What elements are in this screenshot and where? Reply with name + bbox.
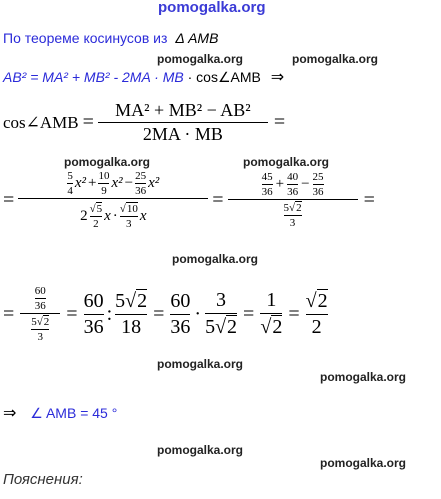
big-fraction-row: = $\frac{5}{4}$ x² + $\frac{10}{9}$ x² − $\frac{25}{36}$ x² 2 $\frac{√5}{2}$ x · $\frac{√10}{3}$ x = $\frac{45}{36}$ + $\frac{40}{36}$ − $\frac{25}{36}$ $\frac{5√2}{3}$ =: [3, 170, 375, 230]
triangle-label: Δ AMB: [175, 30, 219, 46]
explanations-heading: Пояснения:: [3, 471, 83, 488]
result-line: [3, 403, 117, 423]
equals-sign: =: [273, 111, 286, 133]
law-cos: · cos∠AMB: [187, 69, 261, 85]
intro-line: [3, 30, 218, 46]
law-lhs: AB² = MA² + MB² - 2MA · MB: [3, 69, 184, 85]
right-big-fraction: $\frac{45}{36}$ + $\frac{40}{36}$ − $\frac{25}{36}$ $\frac{5√2}{3}$: [228, 171, 358, 229]
watermark: pomogalka.org: [320, 370, 407, 384]
nested-fraction: $\frac{\frac{60}{36}}{\frac{5√2}{3}}$: [20, 285, 60, 343]
result-angle: ∠ AMB = 45 °: [30, 405, 118, 421]
site-title[interactable]: pomogalka.org: [158, 0, 266, 16]
fraction-chain: = $\frac{\frac{60}{36}}{\frac{5√2}{3}}$ = $\frac{60}{36}$ : $\frac{5√2}{18}$ = $\frac{60}{36}$ · $\frac{3}{5√2}$ = $\frac{1}{√2}$ = $\frac{√2}{2}$: [3, 285, 328, 343]
cos-numerator: MA² + MB² − AB²: [115, 100, 251, 120]
watermark: pomogalka.org: [64, 155, 151, 169]
cos-denominator: 2MA · MB: [142, 124, 223, 144]
watermark: pomogalka.org: [157, 443, 244, 457]
watermark: pomogalka.org: [172, 252, 259, 266]
watermark: pomogalka.org: [320, 456, 407, 470]
watermark: pomogalka.org: [157, 52, 244, 66]
watermark: pomogalka.org: [243, 155, 330, 169]
intro-text: По теореме косинусов из: [3, 30, 168, 46]
law-of-cosines: [3, 67, 284, 87]
implies-symbol: ⇒: [3, 405, 17, 422]
watermark: pomogalka.org: [157, 357, 244, 371]
implies-symbol: ⇒: [270, 69, 285, 86]
left-big-fraction: $\frac{5}{4}$ x² + $\frac{10}{9}$ x² − $\frac{25}{36}$ x² 2 $\frac{√5}{2}$ x · $\frac{√10}{3}$ x: [18, 170, 208, 230]
cos-formula: cos∠AMB = $\frac{\text{MA² + MB² − AB²}}{2MA \cdot MB}$ =: [3, 100, 286, 144]
cos-lhs: cos∠AMB: [3, 112, 79, 132]
cos-fraction: [98, 100, 268, 145]
watermark: pomogalka.org: [292, 52, 379, 66]
